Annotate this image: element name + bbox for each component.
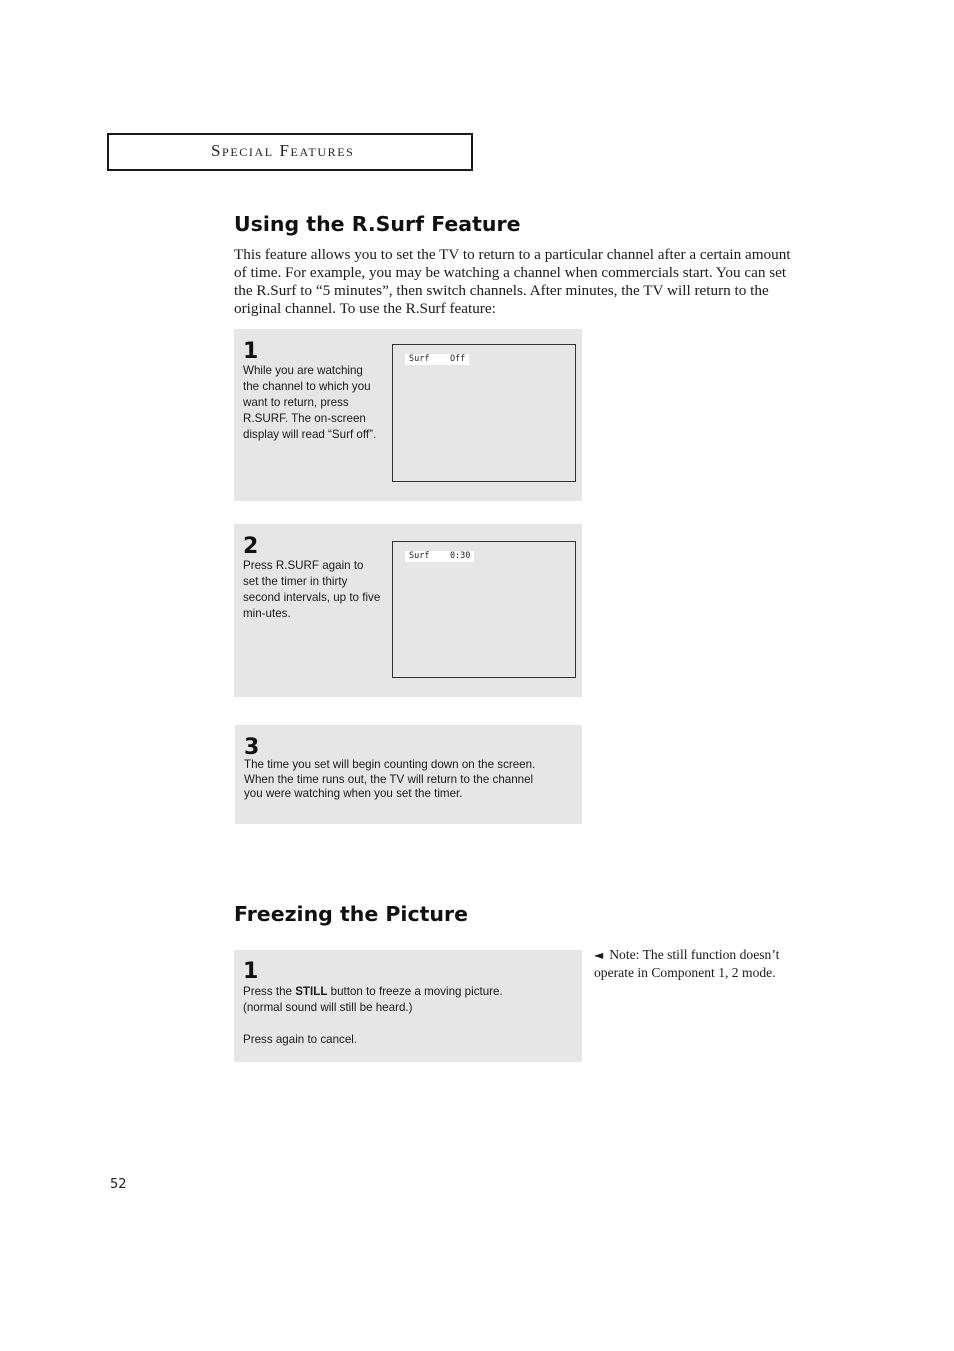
tv-screen	[392, 344, 576, 482]
section-header-label: Special Features	[211, 141, 355, 160]
rsurf-title: Using the R.Surf Feature	[234, 212, 521, 236]
page-number: 52	[110, 1177, 127, 1192]
rsurf-step-2	[234, 524, 582, 697]
note-text: Note: The still function doesn’t operate in Component 1, 2 mode.	[594, 947, 780, 980]
section-header	[107, 133, 473, 171]
arrow-left-icon: ◄	[594, 948, 604, 962]
step-text-after: button to freeze a moving picture. (normal sound will still be heard.)	[243, 985, 503, 1014]
step-number: 3	[244, 735, 260, 760]
freeze-note	[594, 946, 816, 982]
step-number: 2	[243, 534, 259, 559]
freeze-title: Freezing the Picture	[234, 902, 469, 926]
still-button-label: STILL	[295, 985, 328, 998]
rsurf-step-1	[234, 329, 582, 501]
step-text	[243, 984, 543, 1016]
step-text: The time you set will begin counting down on the screen. When the time runs out, the TV will return to the channel you were watching when you set the timer.	[244, 758, 536, 800]
step-text-before: Press the	[243, 985, 296, 998]
rsurf-intro: This feature allows you to set the TV to return to a particular channel after a certain amount of time. For example, you may be watching a channel when commercials start. You can set the R.Surf to “5 minutes”, then switch channels. After minutes, the TV will return to the original channel. To use the R.Surf feature:	[234, 246, 791, 317]
cancel-text: Press again to cancel.	[243, 1033, 358, 1046]
step-number: 1	[243, 339, 259, 364]
osd-label: Surf 0:30	[405, 551, 474, 562]
freeze-step-1	[234, 950, 582, 1062]
osd-label: Surf Off	[405, 354, 469, 365]
tv-screen	[392, 541, 576, 678]
step-text: While you are watching the channel to which you want to return, press R.SURF. The on-screen display will read “Surf off”.	[243, 364, 377, 441]
step-text: Press R.SURF again to set the timer in thirty second intervals, up to five min-utes.	[243, 559, 381, 620]
rsurf-step-3	[235, 725, 582, 824]
step-number: 1	[243, 959, 259, 984]
